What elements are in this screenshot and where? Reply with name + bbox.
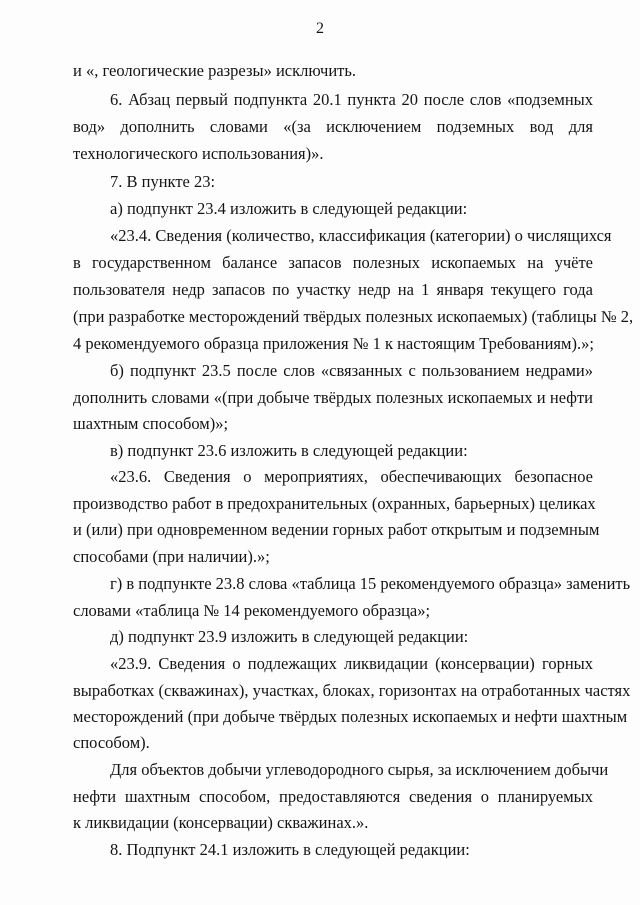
text-line: в государственном балансе запасов полезных ископаемых на учёте	[73, 253, 593, 272]
text-line: а) подпункт 23.4 изложить в следующей редакции:	[110, 199, 468, 218]
page-number: 2	[316, 20, 324, 37]
text-line: шахтным способом)»;	[73, 414, 229, 433]
text-line: пользователя недр запасов по участку недр на 1 января текущего года	[73, 280, 593, 299]
text-line: 8. Подпункт 24.1 изложить в следующей редакции:	[110, 840, 470, 859]
text-line: вод» дополнить словами «(за исключением подземных вод для	[73, 117, 593, 136]
text-line: «23.9. Сведения о подлежащих ликвидации (консервации) горных	[110, 654, 593, 673]
text-line: выработках (скважинах), участках, блоках, горизонтах на отработанных частях	[73, 681, 631, 700]
text-line: дополнить словами «(при добыче твёрдых полезных ископаемых и нефти	[73, 388, 593, 407]
text-line: в) подпункт 23.6 изложить в следующей редакции:	[110, 441, 468, 460]
text-line: (при разработке месторождений твёрдых полезных ископаемых) (таблицы № 2,	[73, 307, 634, 326]
text-line: и «, геологические разрезы» исключить.	[73, 61, 357, 80]
text-line: 7. В пункте 23:	[110, 172, 216, 191]
text-line: и (или) при одновременном ведении горных работ открытым и подземным	[73, 520, 600, 539]
text-line: 4 рекомендуемого образца приложения № 1 к настоящим Требованиям).»;	[73, 334, 594, 353]
text-line: «23.6. Сведения о мероприятиях, обеспечивающих безопасное	[110, 467, 593, 486]
text-line: месторождений (при добыче твёрдых полезных ископаемых и нефти шахтным	[73, 707, 628, 726]
text-line: г) в подпункте 23.8 слова «таблица 15 рекомендуемого образца» заменить	[110, 574, 631, 593]
text-line: словами «таблица № 14 рекомендуемого образца»;	[73, 601, 431, 620]
text-line: производство работ в предохранительных (охранных, барьерных) целиках	[73, 494, 596, 513]
text-line: к ликвидации (консервации) скважинах.».	[73, 813, 369, 832]
text-line: 6. Абзац первый подпункта 20.1 пункта 20 после слов «подземных	[110, 90, 593, 109]
text-line: способами (при наличии).»;	[73, 547, 270, 566]
text-line: способом).	[73, 733, 150, 752]
text-line: нефти шахтным способом, предоставляются сведения о планируемых	[73, 787, 593, 806]
text-line: Для объектов добычи углеводородного сырья, за исключением добычи	[110, 760, 609, 779]
text-line: д) подпункт 23.9 изложить в следующей редакции:	[110, 627, 469, 646]
text-line: б) подпункт 23.5 после слов «связанных с пользованием недрами»	[110, 361, 593, 380]
text-line: «23.4. Сведения (количество, классификация (категории) о числящихся	[110, 226, 612, 245]
text-line: технологического использования)».	[73, 144, 324, 163]
